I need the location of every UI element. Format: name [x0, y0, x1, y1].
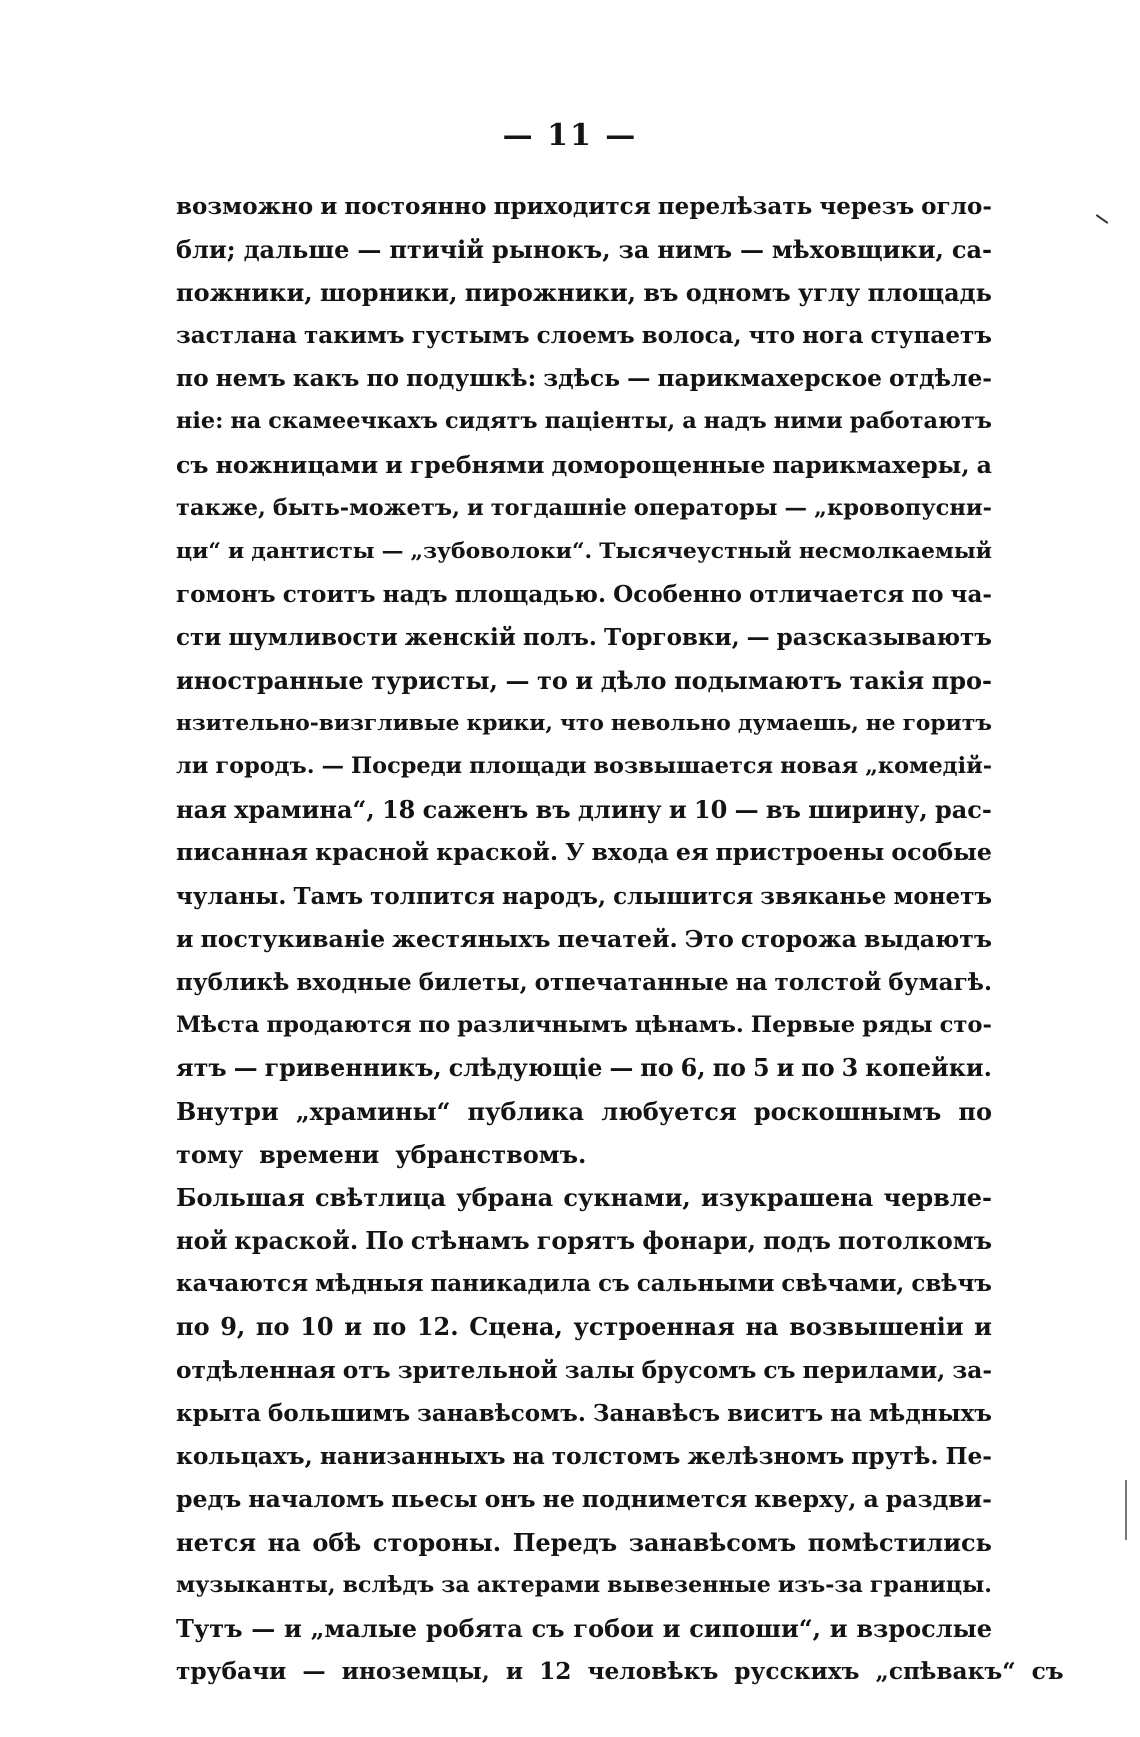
text-line: ная храмина“, 18 саженъ въ длину и 10 — въ ширину, рас-	[176, 795, 992, 825]
text-line: качаются мѣдныя паникадила съ сальными свѣчами, свѣчъ	[176, 1270, 992, 1298]
text-line: трубачи — иноземцы, и 12 человѣкъ русскихъ „спѣвакъ“ съ	[176, 1658, 1064, 1686]
text-line: отдѣленная отъ зрительной залы брусомъ съ перилами, за-	[176, 1355, 992, 1384]
text-line: сти шумливости женскій полъ. Торговки, — разсказываютъ	[176, 623, 992, 651]
text-line: ной краской. По стѣнамъ горятъ фонари, подъ потолкомъ	[176, 1226, 992, 1256]
text-line: ніе: на скамеечкахъ сидятъ паціенты, а надъ ними работаютъ	[176, 408, 992, 435]
stray-ink-mark	[1096, 214, 1109, 224]
text-line: по немъ какъ по подушкѣ: здѣсь — парикмахерское отдѣле-	[176, 364, 992, 393]
page-edge-mark	[1125, 1480, 1127, 1540]
text-line: и постукиваніе жестяныхъ печатей. Это сторожа выдаютъ	[176, 924, 992, 953]
text-line: ли городъ. — Посреди площади возвышается новая „комедій-	[176, 753, 992, 780]
text-line: гомонъ стоитъ надъ площадью. Особенно отличается по ча-	[176, 580, 992, 608]
text-line: крыта большимъ занавѣсомъ. Занавѣсъ виситъ на мѣдныхъ	[176, 1399, 992, 1427]
text-line: пожники, шорники, пирожники, въ одномъ углу площадь	[176, 278, 992, 308]
text-line: Внутри „храмины“ публика любуется роскошнымъ по	[176, 1096, 992, 1126]
text-line: ятъ — гривенникъ, слѣдующіе — по 6, по 5 и по 3 копейки.	[176, 1053, 992, 1082]
text-line: чуланы. Тамъ толпится народъ, слышится звяканье монетъ	[176, 882, 992, 910]
body-text	[176, 185, 1064, 1693]
text-line: также, быть-можетъ, и тогдашніе операторы — „кровопусни-	[176, 494, 992, 521]
text-line: ци“ и дантисты — „зубоволоки“. Тысячеустный несмолкаемый	[176, 537, 992, 564]
text-line: редъ началомъ пьесы онъ не поднимется кверху, а раздви-	[176, 1484, 992, 1513]
text-line: съ ножницами и гребнями доморощенные парикмахеры, а	[176, 450, 992, 479]
text-line: возможно и постоянно приходится перелѣзать черезъ огло-	[176, 193, 992, 220]
text-line: Мѣста продаются по различнымъ цѣнамъ. Первые ряды сто-	[176, 1011, 992, 1038]
text-line: тому времени убранствомъ.	[176, 1140, 587, 1170]
text-line: нется на обѣ стороны. Передъ занавѣсомъ помѣстились	[176, 1527, 992, 1557]
text-line: Тутъ — и „малые робята съ гобои и сипоши“, и взрослые	[176, 1614, 992, 1644]
text-line: бли; дальше — птичій рынокъ, за нимъ — мѣховщики, са-	[176, 235, 992, 265]
text-line: музыканты, вслѣдъ за актерами вывезенные изъ-за границы.	[176, 1572, 992, 1598]
text-line: застлана такимъ густымъ слоемъ волоса, что нога ступаетъ	[176, 322, 992, 350]
text-line: нзительно-визгливые крики, что невольно думаешь, не горитъ	[176, 711, 992, 737]
text-line: публикѣ входные билеты, отпечатанные на толстой бумагѣ.	[176, 968, 992, 996]
text-line: по 9, по 10 и по 12. Сцена, устроенная на возвышеніи и	[176, 1312, 992, 1342]
text-line: иностранные туристы, — то и дѣло подымаютъ такія про-	[176, 666, 992, 696]
text-line: писанная красной краской. У входа ея пристроены особые	[176, 838, 992, 867]
page-number: — 11 —	[502, 118, 638, 153]
text-line: Большая свѣтлица убрана сукнами, изукрашена червле-	[176, 1183, 992, 1213]
text-line: кольцахъ, нанизанныхъ на толстомъ желѣзномъ прутѣ. Пе-	[176, 1442, 992, 1470]
